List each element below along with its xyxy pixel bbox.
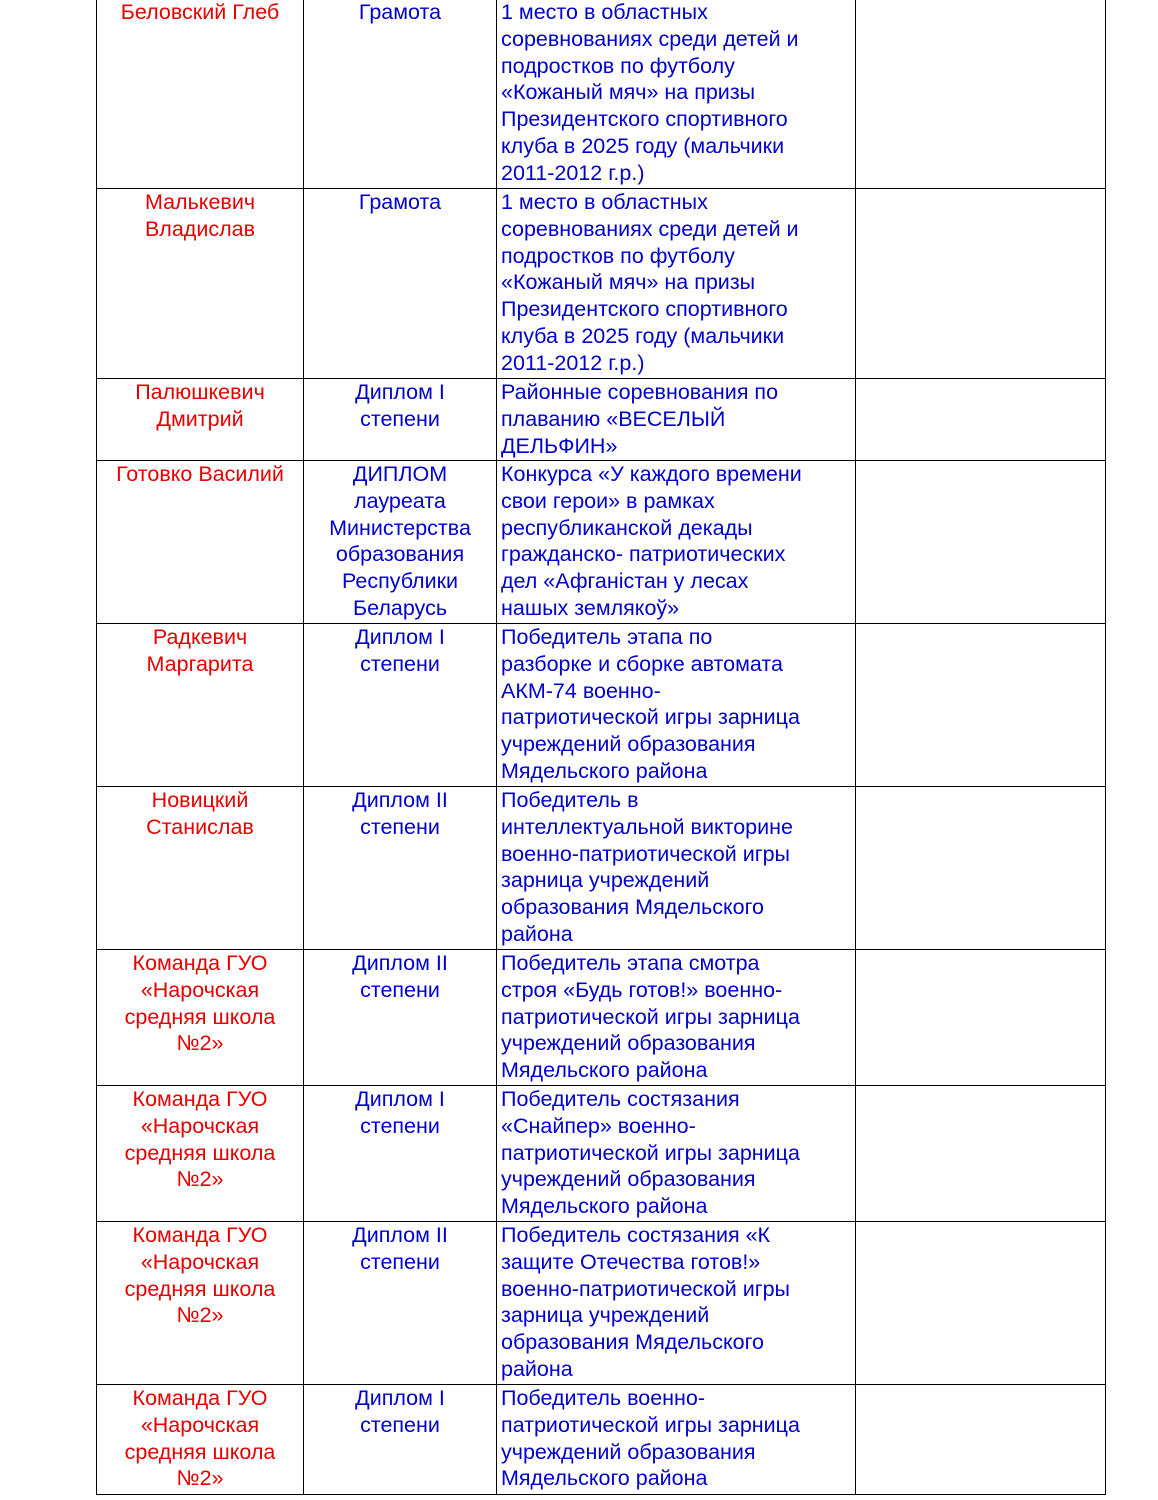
table-row	[97, 189, 1106, 379]
award-type-cell: Диплом I степени	[304, 1385, 497, 1495]
empty-cell	[856, 1222, 1106, 1385]
table-row	[97, 461, 1106, 624]
student-name-cell: Команда ГУО «Нарочская средняя школа №2»	[97, 1385, 304, 1495]
achievement-description-cell: Победитель состязания «К защите Отечества готов!» военно-патриотической игры зарница учреждений образования Мядельского района	[497, 1222, 856, 1385]
empty-cell	[856, 379, 1106, 461]
student-name-cell: Палюшкевич Дмитрий	[97, 379, 304, 461]
award-type-cell: Диплом I степени	[304, 379, 497, 461]
empty-cell	[856, 950, 1106, 1086]
table-row	[97, 950, 1106, 1086]
awards-table-body	[97, 0, 1106, 1495]
achievement-description-cell: 1 место в областных соревнованиях среди детей и подростков по футболу «Кожаный мяч» на призы Президентского спортивного клуба в 2025 году (мальчики 2011-2012 г.р.)	[497, 0, 856, 189]
achievement-description-cell: Конкурса «У каждого времени свои герои» в рамках республиканской декады гражданско- патриотических дел «Афганістан у лесах нашых землякоў»	[497, 461, 856, 624]
table-row	[97, 1385, 1106, 1495]
award-type-cell: Грамота	[304, 0, 497, 189]
student-name-cell: Малькевич Владислав	[97, 189, 304, 379]
empty-cell	[856, 624, 1106, 787]
award-type-cell: Диплом II степени	[304, 787, 497, 950]
achievement-description-cell: Победитель этапа по разборке и сборке автомата АКМ-74 военно- патриотической игры зарница учреждений образования Мядельского района	[497, 624, 856, 787]
achievement-description-cell: 1 место в областных соревнованиях среди детей и подростков по футболу «Кожаный мяч» на призы Президентского спортивного клуба в 2025 году (мальчики 2011-2012 г.р.)	[497, 189, 856, 379]
empty-cell	[856, 787, 1106, 950]
table-row	[97, 787, 1106, 950]
award-type-cell: Диплом II степени	[304, 950, 497, 1086]
student-name-cell: Команда ГУО «Нарочская средняя школа №2»	[97, 1222, 304, 1385]
student-name-cell: Новицкий Станислав	[97, 787, 304, 950]
award-type-cell: ДИПЛОМ лауреата Министерства образования Республики Беларусь	[304, 461, 497, 624]
empty-cell	[856, 189, 1106, 379]
achievement-description-cell: Победитель состязания «Снайпер» военно- патриотической игры зарница учреждений образования Мядельского района	[497, 1086, 856, 1222]
empty-cell	[856, 1086, 1106, 1222]
award-type-cell: Диплом II степени	[304, 1222, 497, 1385]
award-type-cell: Диплом I степени	[304, 624, 497, 787]
student-name-cell: Радкевич Маргарита	[97, 624, 304, 787]
student-name-cell: Готовко Василий	[97, 461, 304, 624]
empty-cell	[856, 0, 1106, 189]
table-row	[97, 0, 1106, 189]
achievement-description-cell: Победитель этапа смотра строя «Будь готов!» военно- патриотической игры зарница учреждений образования Мядельского района	[497, 950, 856, 1086]
empty-cell	[856, 461, 1106, 624]
empty-cell	[856, 1385, 1106, 1495]
award-type-cell: Грамота	[304, 189, 497, 379]
achievement-description-cell: Победитель военно- патриотической игры зарница учреждений образования Мядельского района	[497, 1385, 856, 1495]
table-row	[97, 1086, 1106, 1222]
table-row	[97, 624, 1106, 787]
student-name-cell: Команда ГУО «Нарочская средняя школа №2»	[97, 950, 304, 1086]
student-name-cell: Команда ГУО «Нарочская средняя школа №2»	[97, 1086, 304, 1222]
achievement-description-cell: Районные соревнования по плаванию «ВЕСЕЛЫЙ ДЕЛЬФИН»	[497, 379, 856, 461]
student-name-cell: Беловский Глеб	[97, 0, 304, 189]
table-row	[97, 379, 1106, 461]
table-row	[97, 1222, 1106, 1385]
achievement-description-cell: Победитель в интеллектуальной викторине военно-патриотической игры зарница учреждений образования Мядельского района	[497, 787, 856, 950]
awards-table	[96, 0, 1106, 1495]
award-type-cell: Диплом I степени	[304, 1086, 497, 1222]
